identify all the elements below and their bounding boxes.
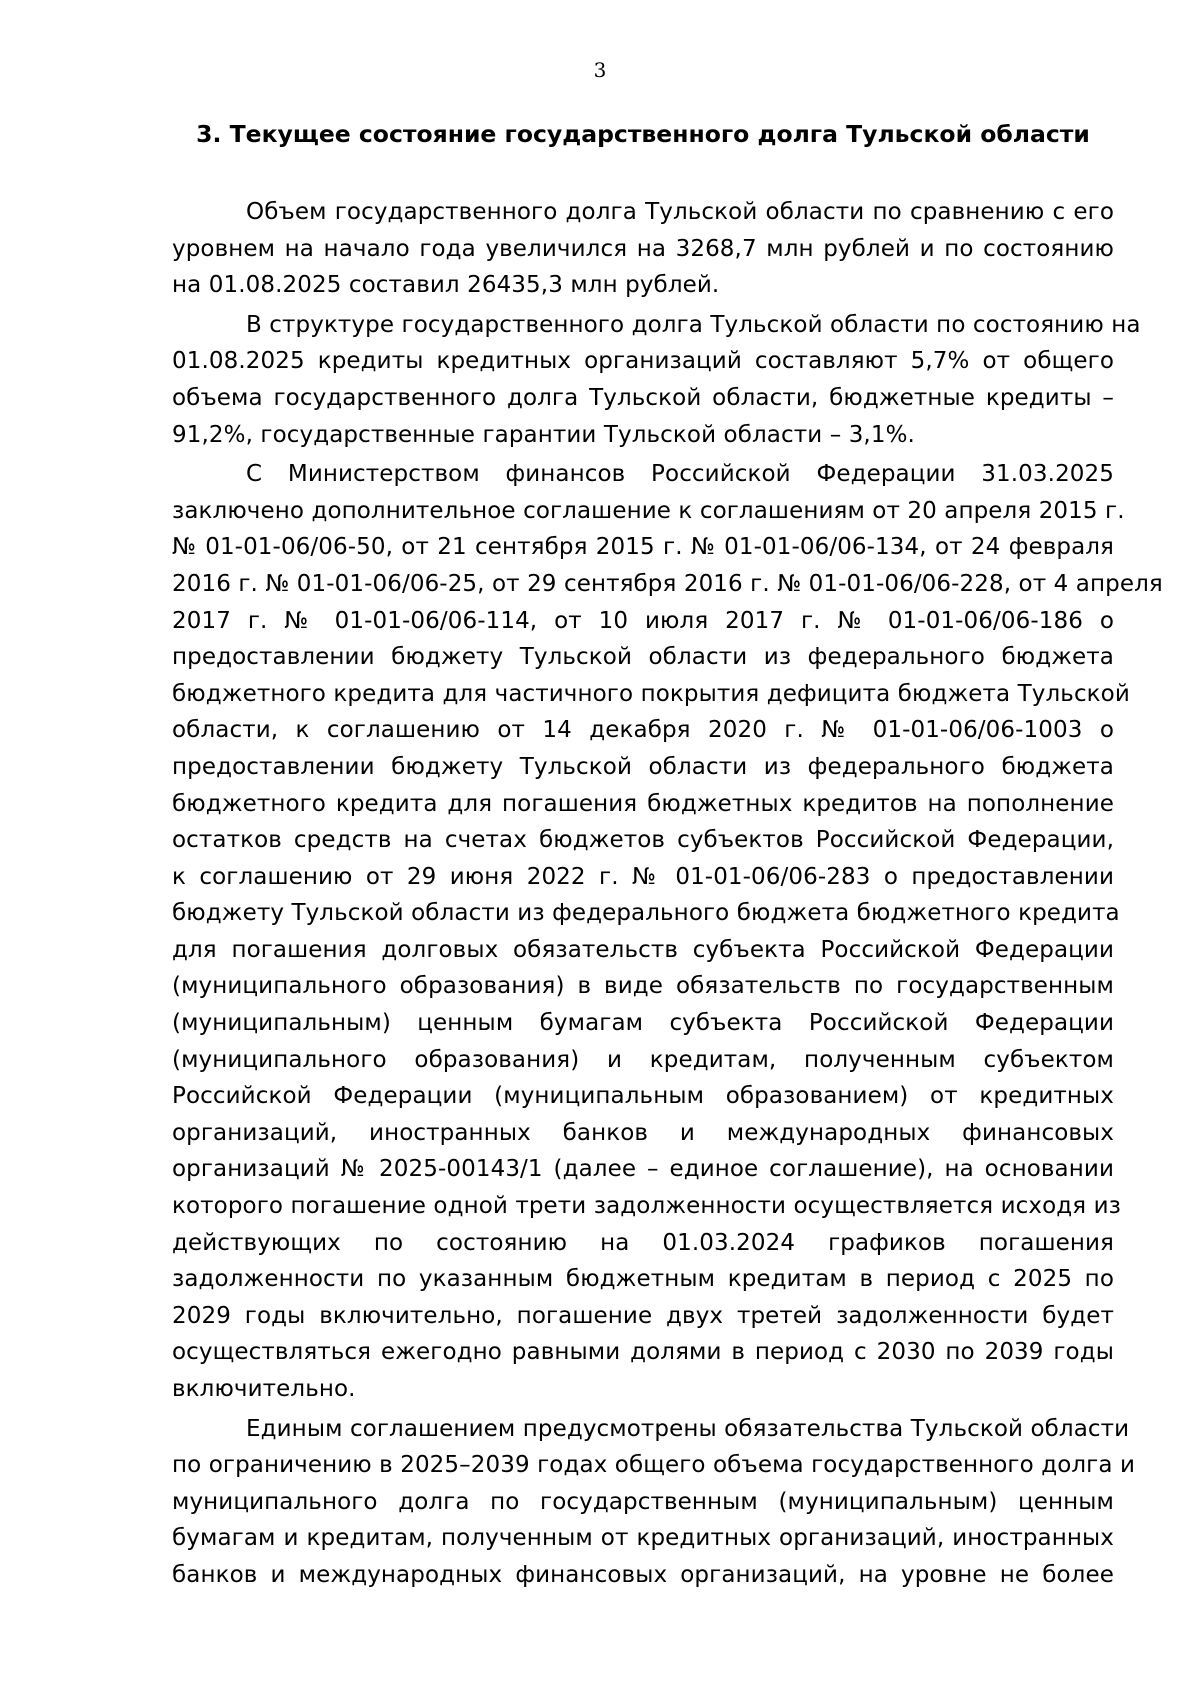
text-line: по ограничению в 2025–2039 годах общего объема государственного долга и <box>172 1452 1136 1479</box>
text-line: 01.08.2025 кредиты кредитных организаций составляют 5,7% от общего <box>172 348 1114 375</box>
text-line: объема государственного долга Тульской области, бюджетные кредиты – <box>172 384 1114 411</box>
text-line: предоставлении бюджету Тульской области из федерального бюджета <box>172 644 1114 671</box>
paragraph <box>172 307 1141 453</box>
text-line: № 01-01-06/06-50, от 21 сентября 2015 г. № 01-01-06/06-134, от 24 февраля <box>172 534 1114 561</box>
section-title: 3. Текущее состояние государственного долга Тульской области <box>196 120 1090 148</box>
text-line: Российской Федерации (муниципальным образованием) от кредитных <box>172 1083 1114 1110</box>
paragraph <box>172 194 1114 304</box>
text-line: (муниципального образования) и кредитам, полученным субъектом <box>172 1046 1114 1073</box>
text-line: бюджету Тульской области из федерального бюджета бюджетного кредита <box>172 900 1120 927</box>
text-line: 2017 г. № 01-01-06/06-114, от 10 июля 2017 г. № 01-01-06/06-186 о <box>172 607 1114 634</box>
text-line: С Министерством финансов Российской Федерации 31.03.2025 <box>246 461 1114 488</box>
text-line: заключено дополнительное соглашение к соглашениям от 20 апреля 2015 г. <box>172 497 1125 524</box>
text-line: задолженности по указанным бюджетным кредитам в период с 2025 по <box>172 1266 1114 1293</box>
text-line: к соглашению от 29 июня 2022 г. № 01-01-06/06-283 о предоставлении <box>172 863 1114 890</box>
text-line: бюджетного кредита для частичного покрытия дефицита бюджета Тульской <box>172 680 1130 707</box>
paragraph <box>172 456 1163 1407</box>
text-line: (муниципального образования) в виде обязательств по государственным <box>172 973 1114 1000</box>
text-line: 2016 г. № 01-01-06/06-25, от 29 сентября 2016 г. № 01-01-06/06-228, от 4 апреля <box>172 570 1163 597</box>
text-line: предоставлении бюджету Тульской области из федерального бюджета <box>172 753 1114 780</box>
text-line: уровнем на начало года увеличился на 3268,7 млн рублей и по состоянию <box>172 235 1114 262</box>
text-line: бумагам и кредитам, полученным от кредитных организаций, иностранных <box>172 1525 1114 1552</box>
text-line: организаций № 2025-00143/1 (далее – единое соглашение), на основании <box>172 1156 1114 1183</box>
text-line: Объем государственного долга Тульской области по сравнению с его <box>246 199 1114 225</box>
text-line: бюджетного кредита для погашения бюджетных кредитов на пополнение <box>172 790 1114 817</box>
text-line: для погашения долговых обязательств субъекта Российской Федерации <box>172 936 1114 963</box>
text-line: организаций, иностранных банков и международных финансовых <box>172 1119 1114 1146</box>
text-line: на 01.08.2025 составил 26435,3 млн рублей. <box>172 272 720 299</box>
document-body <box>172 194 1163 1594</box>
text-line: 91,2%, государственные гарантии Тульской области – 3,1%. <box>172 421 915 448</box>
text-line: которого погашение одной трети задолженности осуществляется исходя из <box>172 1193 1121 1220</box>
text-line: В структуре государственного долга Тульской области по состоянию на <box>246 311 1141 338</box>
text-line: (муниципальным) ценным бумагам субъекта Российской Федерации <box>172 1010 1114 1037</box>
text-line: области, к соглашению от 14 декабря 2020 г. № 01-01-06/06-1003 о <box>172 717 1114 744</box>
paragraph <box>172 1411 1136 1594</box>
text-line: банков и международных финансовых организаций, на уровне не более <box>172 1561 1114 1588</box>
text-line: остатков средств на счетах бюджетов субъектов Российской Федерации, <box>172 827 1114 854</box>
text-line: осуществляться ежегодно равными долями в период с 2030 по 2039 годы <box>172 1339 1114 1366</box>
text-line: Единым соглашением предусмотрены обязательства Тульской области <box>246 1415 1130 1442</box>
text-line: муниципального долга по государственным (муниципальным) ценным <box>172 1488 1114 1515</box>
text-line: включительно. <box>172 1376 356 1402</box>
text-line: действующих по состоянию на 01.03.2024 графиков погашения <box>172 1229 1114 1256</box>
page-number: 3 <box>593 58 607 82</box>
text-line: 2029 годы включительно, погашение двух третей задолженности будет <box>172 1302 1114 1329</box>
